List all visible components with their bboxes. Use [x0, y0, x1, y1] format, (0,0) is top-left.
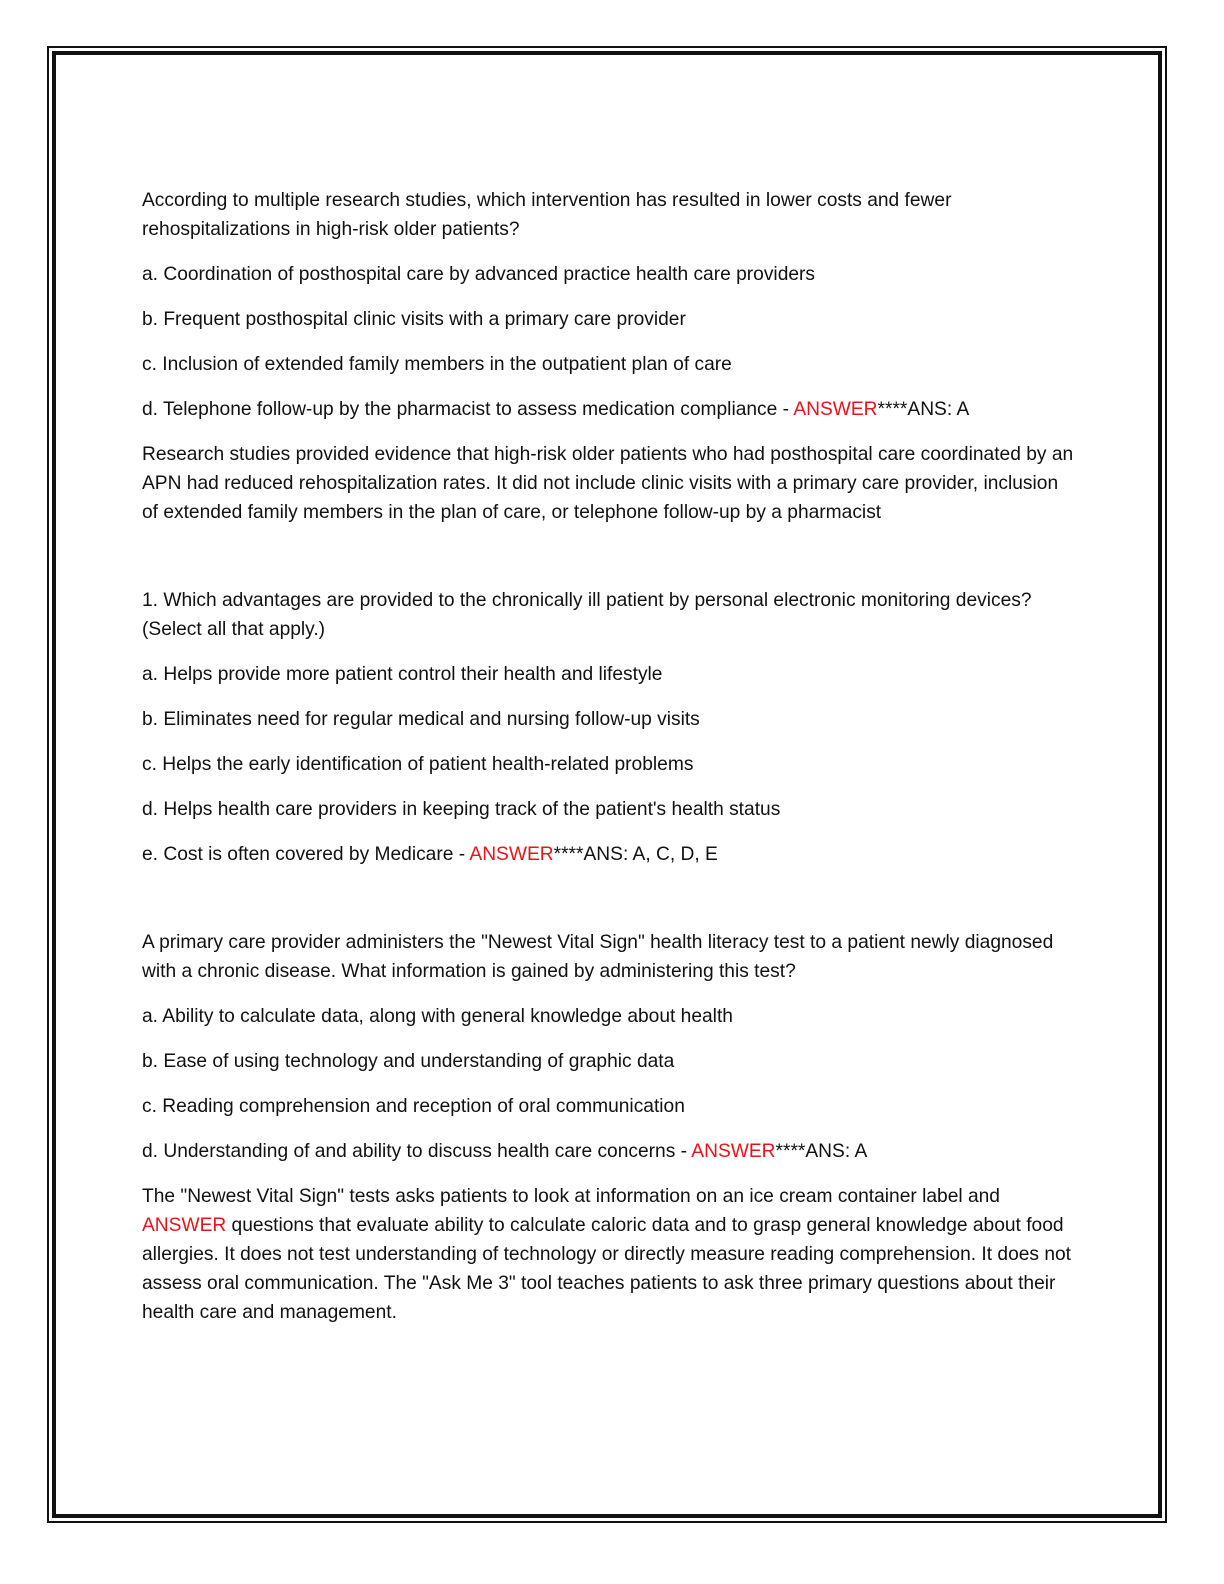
question-stem: A primary care provider administers the "Newest Vital Sign" health literacy test to a patient newly diagnosed with a chronic disease. What information is gained by administering this test? [142, 932, 1054, 982]
question-block-3 [142, 928, 1077, 1327]
rationale: Research studies provided evidence that high-risk older patients who had posthospital care coordinated by an APN had reduced rehospitalization rates. It did not include clinic visits with a primary care provider, inclusion of extended family members in the plan of care, or telephone follow-up by a pharmacist [142, 444, 1074, 523]
answer-key: ****ANS: A [877, 399, 970, 420]
option-b: b. Eliminates need for regular medical and nursing follow-up visits [142, 709, 700, 730]
option-e-with-answer [142, 840, 1077, 869]
question-stem: 1. Which advantages are provided to the chronically ill patient by personal electronic monitoring devices? (Select all that apply.) [142, 590, 1032, 640]
option-b: b. Ease of using technology and understanding of graphic data [142, 1051, 675, 1072]
answer-label: ANSWER [691, 1141, 776, 1162]
option-c: c. Helps the early identification of patient health-related problems [142, 754, 694, 775]
option-a: a. Coordination of posthospital care by advanced practice health care providers [142, 264, 816, 285]
document-body [142, 186, 1077, 1343]
option-d: d. Helps health care providers in keeping track of the patient's health status [142, 799, 781, 820]
option-d-with-answer [142, 1137, 1077, 1166]
question-stem: According to multiple research studies, which intervention has resulted in lower costs and fewer rehospitalizations in high-risk older patients? [142, 190, 952, 240]
answer-label: ANSWER [469, 844, 554, 865]
option-e-text: e. Cost is often covered by Medicare - [142, 844, 470, 865]
option-a: a. Helps provide more patient control their health and lifestyle [142, 664, 663, 685]
option-d-text: d. Telephone follow-up by the pharmacist to assess medication compliance - [142, 399, 794, 420]
answer-label: ANSWER [793, 399, 878, 420]
question-block-2 [142, 586, 1077, 869]
rationale-answer-label: ANSWER [142, 1215, 227, 1236]
option-c: c. Inclusion of extended family members in the outpatient plan of care [142, 354, 732, 375]
answer-key: ****ANS: A [775, 1141, 868, 1162]
question-block-1 [142, 186, 1077, 527]
section-gap [142, 885, 1077, 928]
answer-key: ****ANS: A, C, D, E [553, 844, 718, 865]
option-a: a. Ability to calculate data, along with general knowledge about health [142, 1006, 733, 1027]
rationale-end: questions that evaluate ability to calculate caloric data and to grasp general knowledge about food allergies. It does not test understanding of technology or directly measure reading comprehension. It does not assess oral communication. The "Ask Me 3" tool teaches patients to ask three primary questions about their health care and management. [142, 1215, 1072, 1323]
rationale-start: The "Newest Vital Sign" tests asks patients to look at information on an ice cream container label and [142, 1186, 1000, 1207]
option-d-with-answer [142, 395, 1077, 424]
section-gap [142, 543, 1077, 586]
option-d-text: d. Understanding of and ability to discuss health care concerns - [142, 1141, 692, 1162]
option-b: b. Frequent posthospital clinic visits with a primary care provider [142, 309, 686, 330]
rationale [142, 1182, 1077, 1327]
option-c: c. Reading comprehension and reception of oral communication [142, 1096, 685, 1117]
